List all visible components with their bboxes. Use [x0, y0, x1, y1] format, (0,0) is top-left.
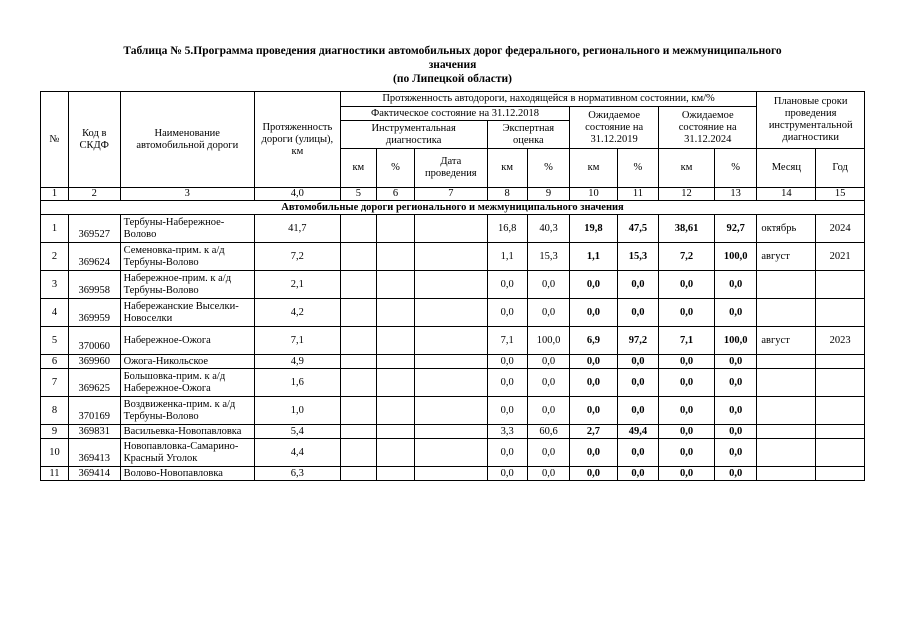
cell-name: Воздвиженка-прим. к а/д Тербуны-Волово — [120, 397, 254, 425]
cell-i-date — [415, 299, 487, 327]
table-body — [41, 188, 865, 481]
cell-i-date — [415, 369, 487, 397]
column-number: 10 — [570, 188, 618, 201]
column-number: 12 — [659, 188, 715, 201]
header-km: км — [570, 149, 618, 188]
cell-name: Большовка-прим. к а/д Набережное-Ожога — [120, 369, 254, 397]
header-expert: Экспертная оценка — [487, 121, 570, 149]
cell-name: Новопавловка-Самарино-Красный Уголок — [120, 439, 254, 467]
cell-e-pct: 0,0 — [527, 299, 569, 327]
cell-code: 369831 — [68, 425, 120, 439]
cell-x19-pct: 15,3 — [617, 243, 658, 271]
cell-no: 5 — [41, 327, 69, 355]
cell-length: 41,7 — [254, 215, 340, 243]
column-number: 5 — [340, 188, 376, 201]
header-pct: % — [376, 149, 414, 188]
cell-code: 369624 — [68, 243, 120, 271]
cell-length: 7,1 — [254, 327, 340, 355]
cell-e-pct: 0,0 — [527, 369, 569, 397]
cell-year — [816, 425, 865, 439]
cell-x24-km: 0,0 — [659, 467, 715, 481]
cell-x19-pct: 0,0 — [617, 355, 658, 369]
cell-month — [757, 369, 816, 397]
cell-x24-pct: 100,0 — [714, 243, 756, 271]
cell-e-km: 7,1 — [487, 327, 527, 355]
cell-x24-km: 0,0 — [659, 397, 715, 425]
cell-i-date — [415, 327, 487, 355]
cell-i-km — [340, 299, 376, 327]
cell-name: Тербуны-Набережное-Волово — [120, 215, 254, 243]
cell-name: Волово-Новопавловка — [120, 467, 254, 481]
cell-month: октябрь — [757, 215, 816, 243]
cell-code: 370169 — [68, 397, 120, 425]
column-number: 6 — [376, 188, 414, 201]
cell-x19-km: 19,8 — [570, 215, 618, 243]
cell-x24-km: 0,0 — [659, 439, 715, 467]
cell-length: 1,6 — [254, 369, 340, 397]
cell-e-km: 0,0 — [487, 467, 527, 481]
cell-x24-pct: 0,0 — [714, 425, 756, 439]
column-number: 7 — [415, 188, 487, 201]
cell-i-date — [415, 215, 487, 243]
cell-x19-km: 0,0 — [570, 271, 618, 299]
cell-i-date — [415, 271, 487, 299]
header-month: Месяц — [757, 149, 816, 188]
header-length: Протяженность дороги (улицы), км — [254, 92, 340, 188]
cell-i-km — [340, 439, 376, 467]
cell-length: 1,0 — [254, 397, 340, 425]
table-row — [41, 425, 865, 439]
cell-x19-km: 6,9 — [570, 327, 618, 355]
cell-x19-pct: 47,5 — [617, 215, 658, 243]
cell-month: август — [757, 243, 816, 271]
cell-x19-pct: 0,0 — [617, 397, 658, 425]
cell-i-km — [340, 467, 376, 481]
table-row — [41, 299, 865, 327]
cell-x19-pct: 97,2 — [617, 327, 658, 355]
header-pct: % — [617, 149, 658, 188]
column-number: 11 — [617, 188, 658, 201]
cell-x19-pct: 0,0 — [617, 299, 658, 327]
cell-month — [757, 299, 816, 327]
cell-year — [816, 439, 865, 467]
cell-no: 9 — [41, 425, 69, 439]
cell-x19-km: 0,0 — [570, 467, 618, 481]
cell-i-pct — [376, 369, 414, 397]
cell-year — [816, 369, 865, 397]
cell-i-km — [340, 397, 376, 425]
cell-name: Набережное-прим. к а/д Тербуны-Волово — [120, 271, 254, 299]
column-number: 15 — [816, 188, 865, 201]
cell-x24-km: 7,1 — [659, 327, 715, 355]
cell-code: 369958 — [68, 271, 120, 299]
cell-name: Семеновка-прим. к а/д Тербуны-Волово — [120, 243, 254, 271]
cell-e-pct: 15,3 — [527, 243, 569, 271]
cell-x24-pct: 92,7 — [714, 215, 756, 243]
cell-code: 369414 — [68, 467, 120, 481]
header-km: км — [659, 149, 715, 188]
cell-e-pct: 0,0 — [527, 355, 569, 369]
column-numbers-row — [41, 188, 865, 201]
header-normative: Протяженность автодороги, находящейся в нормативном состоянии, км/% — [340, 92, 757, 107]
cell-e-km: 16,8 — [487, 215, 527, 243]
cell-x24-pct: 0,0 — [714, 271, 756, 299]
cell-i-km — [340, 425, 376, 439]
table-row — [41, 243, 865, 271]
cell-i-pct — [376, 215, 414, 243]
table-row — [41, 439, 865, 467]
header-instrumental: Инструментальная диагностика — [340, 121, 487, 149]
cell-i-km — [340, 243, 376, 271]
cell-year — [816, 397, 865, 425]
header-pct: % — [714, 149, 756, 188]
cell-year: 2021 — [816, 243, 865, 271]
diagnostics-table — [40, 91, 865, 481]
cell-month — [757, 425, 816, 439]
section-title: Автомобильные дороги регионального и межмуниципального значения — [41, 201, 865, 215]
cell-x19-pct: 0,0 — [617, 271, 658, 299]
cell-i-pct — [376, 355, 414, 369]
cell-year: 2024 — [816, 215, 865, 243]
table-row — [41, 467, 865, 481]
column-number: 4,0 — [254, 188, 340, 201]
cell-x24-pct: 0,0 — [714, 439, 756, 467]
header-year: Год — [816, 149, 865, 188]
cell-x19-km: 0,0 — [570, 439, 618, 467]
column-number: 14 — [757, 188, 816, 201]
column-number: 1 — [41, 188, 69, 201]
cell-i-date — [415, 439, 487, 467]
section-row — [41, 201, 865, 215]
cell-x24-pct: 100,0 — [714, 327, 756, 355]
cell-year — [816, 299, 865, 327]
cell-i-pct — [376, 271, 414, 299]
cell-i-pct — [376, 425, 414, 439]
cell-month: август — [757, 327, 816, 355]
table-row — [41, 327, 865, 355]
header-name: Наименование автомобильной дороги — [120, 92, 254, 188]
cell-e-km: 0,0 — [487, 369, 527, 397]
cell-x24-km: 0,0 — [659, 369, 715, 397]
column-number: 3 — [120, 188, 254, 201]
cell-i-pct — [376, 327, 414, 355]
cell-month — [757, 397, 816, 425]
cell-length: 2,1 — [254, 271, 340, 299]
cell-e-pct: 60,6 — [527, 425, 569, 439]
cell-e-pct: 0,0 — [527, 439, 569, 467]
cell-name: Ожога-Никольское — [120, 355, 254, 369]
cell-e-pct: 100,0 — [527, 327, 569, 355]
cell-code: 370060 — [68, 327, 120, 355]
cell-length: 7,2 — [254, 243, 340, 271]
cell-year: 2023 — [816, 327, 865, 355]
header-km: км — [487, 149, 527, 188]
cell-x19-pct: 49,4 — [617, 425, 658, 439]
header-pct: % — [527, 149, 569, 188]
cell-x19-pct: 0,0 — [617, 439, 658, 467]
cell-i-km — [340, 355, 376, 369]
cell-code: 369959 — [68, 299, 120, 327]
cell-x19-km: 0,0 — [570, 369, 618, 397]
cell-x24-pct: 0,0 — [714, 299, 756, 327]
cell-length: 4,2 — [254, 299, 340, 327]
header-expected-2024: Ожидаемое состояние на 31.12.2024 — [659, 107, 757, 149]
cell-code: 369625 — [68, 369, 120, 397]
column-number: 13 — [714, 188, 756, 201]
cell-i-date — [415, 355, 487, 369]
cell-length: 4,9 — [254, 355, 340, 369]
cell-month — [757, 439, 816, 467]
cell-no: 4 — [41, 299, 69, 327]
cell-i-date — [415, 425, 487, 439]
cell-x19-km: 0,0 — [570, 355, 618, 369]
header-date: Дата проведения — [415, 149, 487, 188]
table-title — [40, 44, 865, 86]
cell-x24-km: 0,0 — [659, 271, 715, 299]
header-no: № — [41, 92, 69, 188]
cell-name: Набережное-Ожога — [120, 327, 254, 355]
cell-no: 7 — [41, 369, 69, 397]
cell-no: 11 — [41, 467, 69, 481]
header-actual: Фактическое состояние на 31.12.2018 — [340, 107, 569, 121]
header-expected-2019: Ожидаемое состояние на 31.12.2019 — [570, 107, 659, 149]
cell-x24-km: 7,2 — [659, 243, 715, 271]
cell-i-pct — [376, 243, 414, 271]
cell-year — [816, 355, 865, 369]
cell-code: 369960 — [68, 355, 120, 369]
cell-e-km: 3,3 — [487, 425, 527, 439]
cell-i-pct — [376, 397, 414, 425]
cell-no: 1 — [41, 215, 69, 243]
cell-e-km: 0,0 — [487, 397, 527, 425]
cell-length: 5,4 — [254, 425, 340, 439]
cell-x24-pct: 0,0 — [714, 369, 756, 397]
cell-i-km — [340, 215, 376, 243]
table-row — [41, 215, 865, 243]
cell-x24-pct: 0,0 — [714, 397, 756, 425]
cell-x24-km: 38,61 — [659, 215, 715, 243]
cell-name: Набережанские Выселки-Новоселки — [120, 299, 254, 327]
cell-x24-pct: 0,0 — [714, 355, 756, 369]
cell-x19-km: 2,7 — [570, 425, 618, 439]
cell-no: 6 — [41, 355, 69, 369]
header-planned: Плановые сроки проведения инструментальной диагностики — [757, 92, 865, 149]
cell-e-km: 0,0 — [487, 299, 527, 327]
column-number: 8 — [487, 188, 527, 201]
cell-code: 369413 — [68, 439, 120, 467]
table-row — [41, 369, 865, 397]
cell-e-km: 0,0 — [487, 439, 527, 467]
cell-i-pct — [376, 439, 414, 467]
cell-i-km — [340, 327, 376, 355]
cell-i-km — [340, 369, 376, 397]
cell-i-date — [415, 397, 487, 425]
cell-x24-km: 0,0 — [659, 299, 715, 327]
cell-code: 369527 — [68, 215, 120, 243]
cell-e-pct: 0,0 — [527, 397, 569, 425]
cell-x19-km: 1,1 — [570, 243, 618, 271]
header-code: Код в СКДФ — [68, 92, 120, 188]
cell-i-date — [415, 467, 487, 481]
cell-month — [757, 355, 816, 369]
cell-length: 6,3 — [254, 467, 340, 481]
title-line-3: (по Липецкой области) — [393, 73, 512, 85]
cell-e-pct: 0,0 — [527, 467, 569, 481]
cell-i-km — [340, 271, 376, 299]
header-km: км — [340, 149, 376, 188]
table-row — [41, 355, 865, 369]
cell-i-date — [415, 243, 487, 271]
title-line-2: значения — [428, 59, 477, 71]
cell-x19-km: 0,0 — [570, 299, 618, 327]
title-line-1: Таблица № 5.Программа проведения диагностики автомобильных дорог федерального, регионального и межмуниципального — [123, 45, 782, 57]
cell-x19-pct: 0,0 — [617, 467, 658, 481]
table-row — [41, 271, 865, 299]
cell-e-pct: 40,3 — [527, 215, 569, 243]
cell-month — [757, 467, 816, 481]
cell-i-pct — [376, 467, 414, 481]
cell-year — [816, 467, 865, 481]
cell-length: 4,4 — [254, 439, 340, 467]
cell-e-km: 0,0 — [487, 355, 527, 369]
cell-no: 10 — [41, 439, 69, 467]
cell-e-pct: 0,0 — [527, 271, 569, 299]
cell-e-km: 1,1 — [487, 243, 527, 271]
cell-x19-pct: 0,0 — [617, 369, 658, 397]
cell-no: 2 — [41, 243, 69, 271]
column-number: 2 — [68, 188, 120, 201]
cell-e-km: 0,0 — [487, 271, 527, 299]
cell-no: 8 — [41, 397, 69, 425]
cell-name: Васильевка-Новопавловка — [120, 425, 254, 439]
column-number: 9 — [527, 188, 569, 201]
cell-month — [757, 271, 816, 299]
cell-x24-km: 0,0 — [659, 425, 715, 439]
cell-year — [816, 271, 865, 299]
cell-x19-km: 0,0 — [570, 397, 618, 425]
table-row — [41, 397, 865, 425]
cell-x24-pct: 0,0 — [714, 467, 756, 481]
cell-no: 3 — [41, 271, 69, 299]
cell-x24-km: 0,0 — [659, 355, 715, 369]
cell-i-pct — [376, 299, 414, 327]
